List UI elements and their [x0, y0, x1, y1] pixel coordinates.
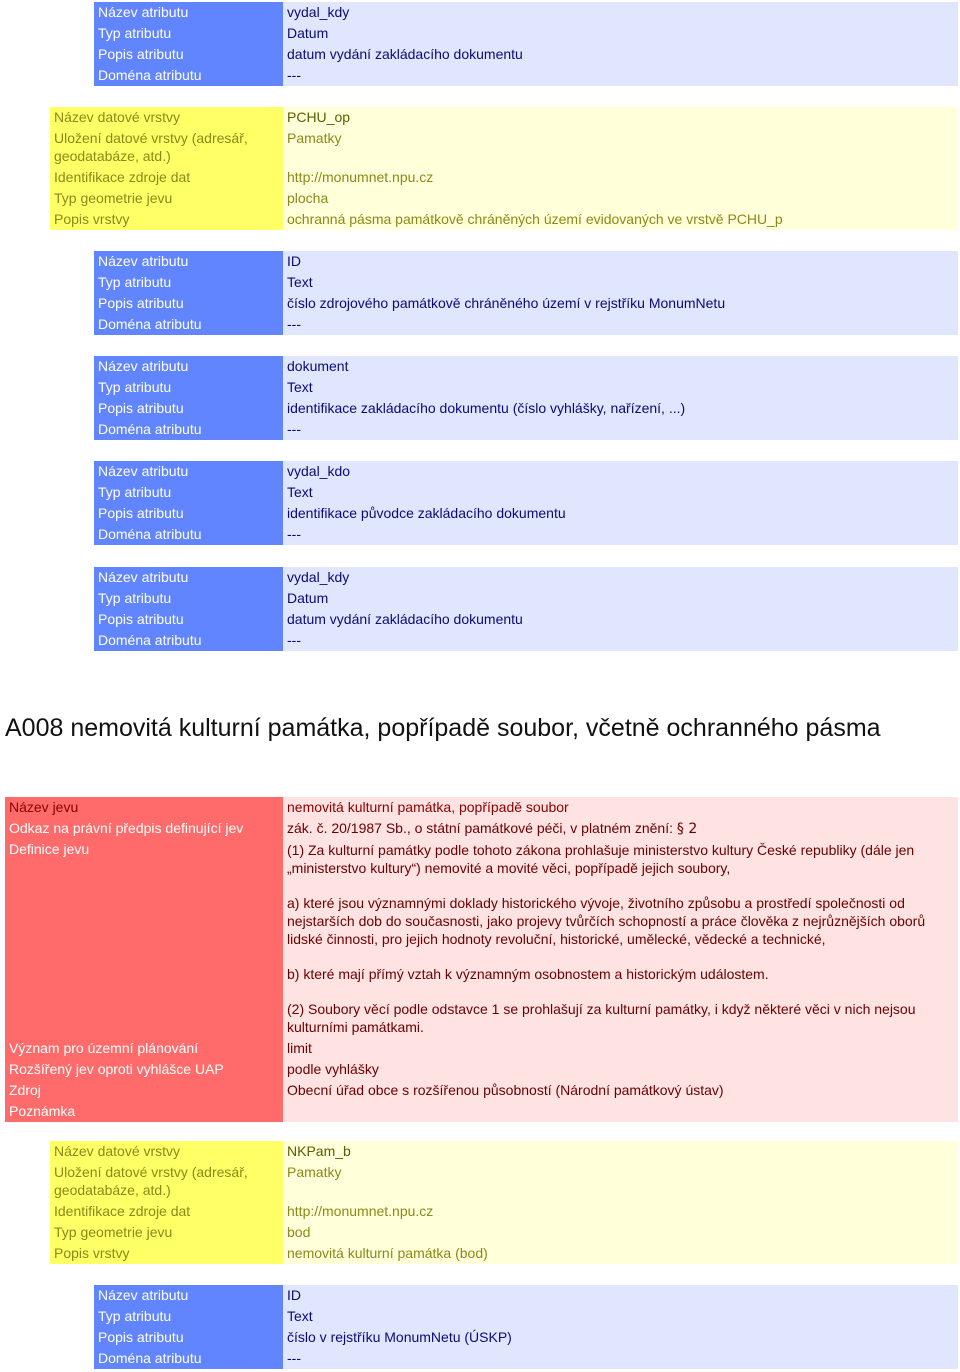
attribute-domain-label: Doména atributu [94, 630, 283, 651]
layer-name-label: Název datové vrstvy [50, 1141, 283, 1162]
feature-note-row [5, 1101, 958, 1122]
feature-name-value: nemovitá kulturní památka, popřípadě soubor [283, 797, 958, 818]
layer-geometry-value: plocha [283, 188, 958, 209]
feature-table [5, 797, 958, 1122]
attribute-name-row [94, 461, 958, 482]
layer-geometry-label: Typ geometrie jevu [50, 1222, 283, 1243]
layer-source-row [50, 1201, 958, 1222]
attribute-type-value: Text [283, 272, 958, 293]
attribute-desc-row [94, 293, 958, 314]
feature-source-label: Zdroj [5, 1080, 283, 1101]
attribute-type-row [94, 1306, 958, 1327]
attribute-table-dokument [94, 356, 958, 440]
attribute-type-row [94, 377, 958, 398]
attribute-desc-label: Popis atributu [94, 44, 283, 65]
attribute-domain-value: --- [283, 1348, 958, 1369]
attribute-name-label: Název atributu [94, 356, 283, 377]
definition-paragraph-2: a) které jsou významnými doklady historického vývoje, životního způsobu a prostředí společnosti od nejstarších dob do současnosti, jako projevy tvůrčích schopností a práce člověka z nejrůznějších oborů lidské činnosti, pro jejich hodnoty revoluční, historické, umělecké, vědecké a technické, [287, 895, 926, 947]
layer-storage-label: Uložení datové vrstvy (adresář, geodatabáze, atd.) [50, 1162, 283, 1201]
feature-source-row [5, 1080, 958, 1101]
attribute-desc-value: identifikace zakládacího dokumentu (číslo vyhlášky, nařízení, ...) [283, 398, 958, 419]
feature-law-text: zák. č. 20/1987 Sb., o státní památkové péči, v platném znění: [287, 820, 673, 836]
attribute-desc-value: číslo zdrojového památkově chráněného území v rejstříku MonumNetu [283, 293, 958, 314]
attribute-type-label: Typ atributu [94, 482, 283, 503]
attribute-name-row [94, 1285, 958, 1306]
attribute-name-value: dokument [283, 356, 958, 377]
layer-storage-value: Pamatky [283, 128, 958, 167]
attribute-table-id-2 [94, 1285, 958, 1369]
layer-desc-row [50, 1243, 958, 1264]
attribute-table-vydal-kdy-top [94, 2, 958, 86]
attribute-desc-label: Popis atributu [94, 1327, 283, 1348]
attribute-domain-value: --- [283, 524, 958, 545]
attribute-domain-row [94, 630, 958, 651]
attribute-type-value: Text [283, 1306, 958, 1327]
feature-law-value [283, 818, 958, 839]
layer-storage-row [50, 128, 958, 167]
layer-table-nkpam-b [50, 1141, 958, 1264]
feature-definition-row [5, 839, 958, 1038]
feature-note-label: Poznámka [5, 1101, 283, 1122]
feature-definition-value [283, 839, 958, 1038]
layer-source-label: Identifikace zdroje dat [50, 1201, 283, 1222]
attribute-domain-label: Doména atributu [94, 524, 283, 545]
layer-name-value: NKPam_b [283, 1141, 958, 1162]
attribute-name-value: vydal_kdy [283, 2, 958, 23]
attribute-desc-row [94, 503, 958, 524]
attribute-name-value: vydal_kdy [283, 567, 958, 588]
attribute-type-label: Typ atributu [94, 588, 283, 609]
attribute-domain-row [94, 419, 958, 440]
attribute-name-row [94, 567, 958, 588]
attribute-type-value: Datum [283, 588, 958, 609]
layer-name-row [50, 107, 958, 128]
layer-name-value: PCHU_op [283, 107, 958, 128]
attribute-domain-value: --- [283, 419, 958, 440]
attribute-type-row [94, 23, 958, 44]
attribute-desc-row [94, 609, 958, 630]
attribute-type-value: Text [283, 377, 958, 398]
feature-significance-row [5, 1038, 958, 1059]
attribute-domain-row [94, 314, 958, 335]
layer-storage-value: Pamatky [283, 1162, 958, 1201]
attribute-name-value: ID [283, 1285, 958, 1306]
attribute-name-label: Název atributu [94, 2, 283, 23]
attribute-domain-label: Doména atributu [94, 314, 283, 335]
feature-significance-label: Význam pro územní plánování [5, 1038, 283, 1059]
attribute-type-row [94, 588, 958, 609]
attribute-type-label: Typ atributu [94, 377, 283, 398]
layer-desc-value: ochranná pásma památkově chráněných území evidovaných ve vrstvě PCHU_p [283, 209, 958, 230]
layer-geometry-label: Typ geometrie jevu [50, 188, 283, 209]
attribute-desc-value: číslo v rejstříku MonumNetu (ÚSKP) [283, 1327, 958, 1348]
attribute-table-vydal-kdo [94, 461, 958, 545]
attribute-desc-row [94, 44, 958, 65]
attribute-type-row [94, 482, 958, 503]
attribute-desc-label: Popis atributu [94, 609, 283, 630]
attribute-name-row [94, 356, 958, 377]
layer-source-value: http://monumnet.npu.cz [283, 167, 958, 188]
attribute-desc-row [94, 398, 958, 419]
layer-desc-label: Popis vrstvy [50, 209, 283, 230]
attribute-type-value: Datum [283, 23, 958, 44]
feature-law-row [5, 818, 958, 839]
attribute-type-label: Typ atributu [94, 23, 283, 44]
attribute-domain-label: Doména atributu [94, 419, 283, 440]
attribute-table-id [94, 251, 958, 335]
feature-law-section: § 2 [676, 821, 698, 837]
layer-source-value: http://monumnet.npu.cz [283, 1201, 958, 1222]
layer-source-row [50, 167, 958, 188]
feature-extended-value: podle vyhlášky [283, 1059, 958, 1080]
layer-geometry-row [50, 1222, 958, 1243]
layer-desc-row [50, 209, 958, 230]
attribute-type-label: Typ atributu [94, 272, 283, 293]
attribute-name-label: Název atributu [94, 251, 283, 272]
feature-extended-row [5, 1059, 958, 1080]
attribute-desc-value: datum vydání zakládacího dokumentu [283, 609, 958, 630]
attribute-name-value: ID [283, 251, 958, 272]
attribute-desc-label: Popis atributu [94, 293, 283, 314]
attribute-type-label: Typ atributu [94, 1306, 283, 1327]
feature-name-row [5, 797, 958, 818]
attribute-table-vydal-kdy [94, 567, 958, 651]
definition-paragraph-4: (2) Soubory věcí podle odstavce 1 se prohlašují za kulturní památky, i když některé věci v nich nejsou kulturními památkami. [287, 1001, 916, 1035]
attribute-domain-label: Doména atributu [94, 1348, 283, 1369]
attribute-desc-label: Popis atributu [94, 398, 283, 419]
layer-geometry-value: bod [283, 1222, 958, 1243]
attribute-domain-label: Doména atributu [94, 65, 283, 86]
attribute-type-value: Text [283, 482, 958, 503]
attribute-type-row [94, 272, 958, 293]
section-heading: A008 nemovitá kulturní památka, popřípadě soubor, včetně ochranného pásma [5, 714, 881, 742]
attribute-domain-value: --- [283, 65, 958, 86]
feature-significance-value: limit [283, 1038, 958, 1059]
attribute-desc-row [94, 1327, 958, 1348]
attribute-name-row [94, 251, 958, 272]
layer-source-label: Identifikace zdroje dat [50, 167, 283, 188]
definition-paragraph-3: b) které mají přímý vztah k významným osobnostem a historickým událostem. [287, 966, 769, 982]
feature-definition-label: Definice jevu [5, 839, 283, 1038]
attribute-desc-label: Popis atributu [94, 503, 283, 524]
attribute-name-label: Název atributu [94, 461, 283, 482]
layer-desc-label: Popis vrstvy [50, 1243, 283, 1264]
layer-storage-label: Uložení datové vrstvy (adresář, geodatabáze, atd.) [50, 128, 283, 167]
attribute-domain-value: --- [283, 630, 958, 651]
attribute-name-row [94, 2, 958, 23]
attribute-desc-value: identifikace původce zakládacího dokumentu [283, 503, 958, 524]
attribute-name-label: Název atributu [94, 567, 283, 588]
attribute-domain-row [94, 65, 958, 86]
feature-extended-label: Rozšířený jev oproti vyhlášce UAP [5, 1059, 283, 1080]
layer-name-label: Název datové vrstvy [50, 107, 283, 128]
attribute-domain-row [94, 1348, 958, 1369]
attribute-name-label: Název atributu [94, 1285, 283, 1306]
attribute-domain-row [94, 524, 958, 545]
feature-note-value [283, 1101, 958, 1122]
attribute-domain-value: --- [283, 314, 958, 335]
layer-storage-row [50, 1162, 958, 1201]
layer-geometry-row [50, 188, 958, 209]
feature-law-label: Odkaz na právní předpis definující jev [5, 818, 283, 839]
feature-source-value: Obecní úřad obce s rozšířenou působností (Národní památkový ústav) [283, 1080, 958, 1101]
attribute-name-value: vydal_kdo [283, 461, 958, 482]
attribute-desc-value: datum vydání zakládacího dokumentu [283, 44, 958, 65]
layer-desc-value: nemovitá kulturní památka (bod) [283, 1243, 958, 1264]
definition-paragraph-1: (1) Za kulturní památky podle tohoto zákona prohlašuje ministerstvo kultury České republiky (dále jen „ministerstvo kultury“) nemovité a movité věci, popřípadě jejich soubory, [287, 842, 915, 876]
layer-table-pchu-op [50, 107, 958, 230]
feature-name-label: Název jevu [5, 797, 283, 818]
layer-name-row [50, 1141, 958, 1162]
